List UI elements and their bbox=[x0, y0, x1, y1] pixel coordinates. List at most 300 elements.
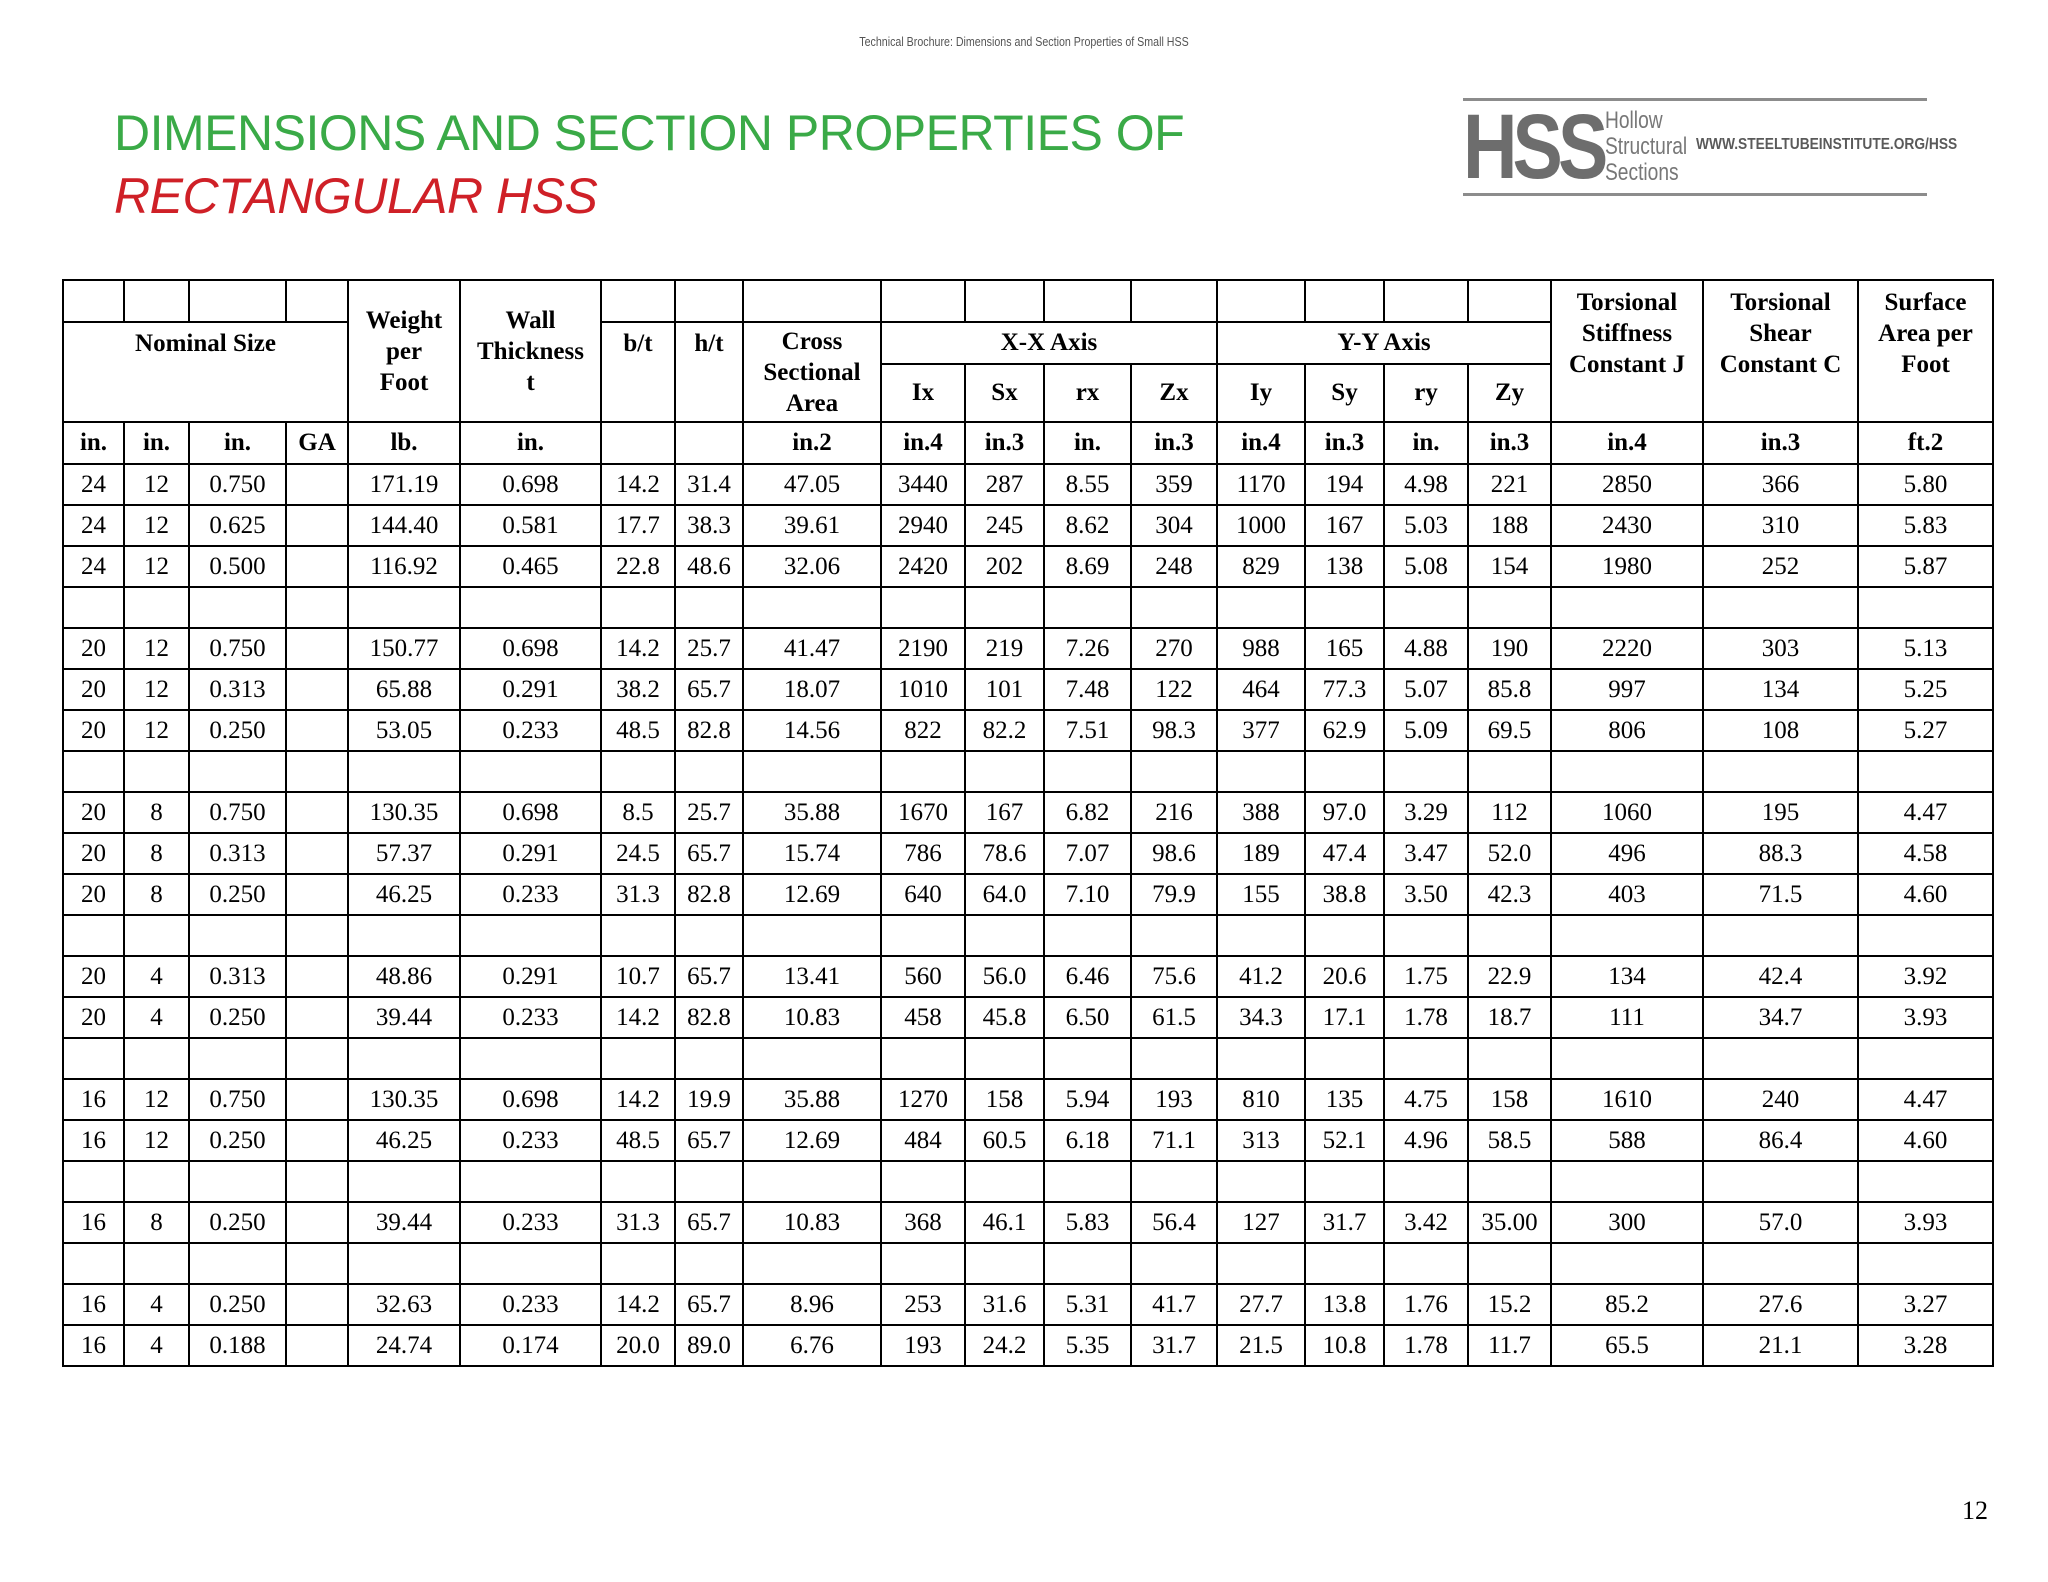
empty-cell bbox=[1703, 751, 1858, 792]
table-cell: 6.18 bbox=[1044, 1120, 1131, 1161]
unit-cell: in. bbox=[1044, 422, 1131, 464]
unit-cell: in. bbox=[1384, 422, 1468, 464]
empty-cell bbox=[1044, 587, 1131, 628]
empty-cell bbox=[1044, 751, 1131, 792]
header-sy: Sy bbox=[1305, 364, 1384, 422]
header-ry: ry bbox=[1384, 364, 1468, 422]
table-cell: 24 bbox=[63, 464, 124, 505]
header-zx: Zx bbox=[1131, 364, 1217, 422]
empty-cell bbox=[1217, 587, 1305, 628]
table-cell: 388 bbox=[1217, 792, 1305, 833]
table-cell: 34.7 bbox=[1703, 997, 1858, 1038]
table-cell: 1.78 bbox=[1384, 997, 1468, 1038]
table-cell: 11.7 bbox=[1468, 1325, 1551, 1366]
table-cell bbox=[286, 833, 348, 874]
table-cell: 366 bbox=[1703, 464, 1858, 505]
table-cell: 165 bbox=[1305, 628, 1384, 669]
table-cell: 0.313 bbox=[189, 956, 286, 997]
empty-cell bbox=[1044, 1243, 1131, 1284]
table-cell: 0.698 bbox=[460, 1079, 601, 1120]
table-cell: 24 bbox=[63, 546, 124, 587]
table-cell: 65.88 bbox=[348, 669, 460, 710]
table-cell: 3.93 bbox=[1858, 997, 1993, 1038]
table-cell: 111 bbox=[1551, 997, 1703, 1038]
table-cell: 4.60 bbox=[1858, 874, 1993, 915]
table-cell: 48.6 bbox=[675, 546, 743, 587]
table-cell: 8 bbox=[124, 1202, 189, 1243]
page-number: 12 bbox=[1962, 1496, 1988, 1525]
table-cell: 1060 bbox=[1551, 792, 1703, 833]
unit-cell: in.4 bbox=[881, 422, 965, 464]
header-bt: b/t bbox=[601, 322, 675, 422]
table-cell: 2190 bbox=[881, 628, 965, 669]
table-cell: 10.7 bbox=[601, 956, 675, 997]
empty-cell bbox=[1305, 587, 1384, 628]
logo-mark: HSS bbox=[1463, 96, 1604, 198]
table-cell: 195 bbox=[1703, 792, 1858, 833]
logo-word-structural: Structural bbox=[1605, 133, 1688, 160]
table-cell: 35.00 bbox=[1468, 1202, 1551, 1243]
table-cell bbox=[286, 1284, 348, 1325]
table-cell: 14.56 bbox=[743, 710, 881, 751]
table-cell: 0.750 bbox=[189, 1079, 286, 1120]
table-row bbox=[63, 464, 1993, 505]
table-cell: 35.88 bbox=[743, 1079, 881, 1120]
table-cell: 3.42 bbox=[1384, 1202, 1468, 1243]
table-cell: 7.10 bbox=[1044, 874, 1131, 915]
empty-cell bbox=[743, 1038, 881, 1079]
table-cell: 77.3 bbox=[1305, 669, 1384, 710]
table-cell: 85.8 bbox=[1468, 669, 1551, 710]
table-cell: 0.698 bbox=[460, 628, 601, 669]
table-cell: 27.7 bbox=[1217, 1284, 1305, 1325]
table-cell: 0.291 bbox=[460, 956, 601, 997]
table-cell: 69.5 bbox=[1468, 710, 1551, 751]
table-cell: 786 bbox=[881, 833, 965, 874]
table-cell: 13.8 bbox=[1305, 1284, 1384, 1325]
header-spacer bbox=[286, 280, 348, 322]
empty-cell bbox=[1468, 751, 1551, 792]
table-cell: 24 bbox=[63, 505, 124, 546]
empty-cell bbox=[1858, 1243, 1993, 1284]
empty-cell bbox=[286, 751, 348, 792]
table-cell: 38.3 bbox=[675, 505, 743, 546]
unit-cell: in.3 bbox=[1703, 422, 1858, 464]
table-cell: 188 bbox=[1468, 505, 1551, 546]
table-cell: 0.313 bbox=[189, 669, 286, 710]
table-cell: 12 bbox=[124, 1120, 189, 1161]
table-cell: 41.47 bbox=[743, 628, 881, 669]
empty-cell bbox=[1384, 587, 1468, 628]
unit-cell: in. bbox=[189, 422, 286, 464]
table-cell: 46.25 bbox=[348, 874, 460, 915]
table-cell: 112 bbox=[1468, 792, 1551, 833]
logo-word-hollow: Hollow bbox=[1605, 107, 1663, 134]
table-row bbox=[63, 628, 1993, 669]
empty-cell bbox=[1217, 915, 1305, 956]
table-cell: 829 bbox=[1217, 546, 1305, 587]
table-cell: 304 bbox=[1131, 505, 1217, 546]
table-cell: 16 bbox=[63, 1325, 124, 1366]
table-cell: 1.78 bbox=[1384, 1325, 1468, 1366]
table-cell: 56.0 bbox=[965, 956, 1044, 997]
header-xx-axis: X-X Axis bbox=[881, 322, 1217, 364]
table-row bbox=[63, 1079, 1993, 1120]
table-cell: 56.4 bbox=[1131, 1202, 1217, 1243]
table-cell: 6.46 bbox=[1044, 956, 1131, 997]
empty-cell bbox=[286, 1243, 348, 1284]
header-spacer bbox=[124, 280, 189, 322]
table-row bbox=[63, 956, 1993, 997]
table-cell: 0.500 bbox=[189, 546, 286, 587]
empty-cell bbox=[460, 1038, 601, 1079]
table-cell: 5.13 bbox=[1858, 628, 1993, 669]
table-cell: 25.7 bbox=[675, 628, 743, 669]
table-cell: 806 bbox=[1551, 710, 1703, 751]
empty-cell bbox=[1858, 1161, 1993, 1202]
spacer-row bbox=[63, 587, 1993, 628]
table-cell: 4.58 bbox=[1858, 833, 1993, 874]
table-cell bbox=[286, 669, 348, 710]
table-cell bbox=[286, 1120, 348, 1161]
table-cell: 16 bbox=[63, 1284, 124, 1325]
spacer-row bbox=[63, 1243, 1993, 1284]
page-title-line2: RECTANGULAR HSS bbox=[114, 168, 598, 224]
table-cell: 1010 bbox=[881, 669, 965, 710]
empty-cell bbox=[1305, 915, 1384, 956]
table-cell: 65.7 bbox=[675, 833, 743, 874]
empty-cell bbox=[743, 1161, 881, 1202]
table-cell: 14.2 bbox=[601, 628, 675, 669]
empty-cell bbox=[124, 1038, 189, 1079]
table-cell: 52.1 bbox=[1305, 1120, 1384, 1161]
table-cell: 155 bbox=[1217, 874, 1305, 915]
table-cell: 3.29 bbox=[1384, 792, 1468, 833]
empty-cell bbox=[189, 1038, 286, 1079]
table-cell: 31.7 bbox=[1131, 1325, 1217, 1366]
table-cell: 5.87 bbox=[1858, 546, 1993, 587]
empty-cell bbox=[1305, 1161, 1384, 1202]
table-cell bbox=[286, 464, 348, 505]
table-cell: 57.0 bbox=[1703, 1202, 1858, 1243]
table-cell: 310 bbox=[1703, 505, 1858, 546]
table-cell bbox=[286, 1079, 348, 1120]
table-cell: 24.5 bbox=[601, 833, 675, 874]
table-cell: 2220 bbox=[1551, 628, 1703, 669]
table-cell: 4.96 bbox=[1384, 1120, 1468, 1161]
table-cell: 53.05 bbox=[348, 710, 460, 751]
table-cell: 0.625 bbox=[189, 505, 286, 546]
table-cell: 16 bbox=[63, 1079, 124, 1120]
empty-cell bbox=[1468, 587, 1551, 628]
empty-cell bbox=[675, 1243, 743, 1284]
table-cell: 150.77 bbox=[348, 628, 460, 669]
empty-cell bbox=[460, 587, 601, 628]
table-cell: 19.9 bbox=[675, 1079, 743, 1120]
header-spacer bbox=[1044, 280, 1131, 322]
table-cell: 368 bbox=[881, 1202, 965, 1243]
table-cell: 31.6 bbox=[965, 1284, 1044, 1325]
table-cell: 0.581 bbox=[460, 505, 601, 546]
table-cell: 24.74 bbox=[348, 1325, 460, 1366]
empty-cell bbox=[675, 751, 743, 792]
table-cell: 16 bbox=[63, 1120, 124, 1161]
table-cell: 127 bbox=[1217, 1202, 1305, 1243]
table-cell: 57.37 bbox=[348, 833, 460, 874]
unit-cell: ft.2 bbox=[1858, 422, 1993, 464]
table-cell: 144.40 bbox=[348, 505, 460, 546]
table-cell bbox=[286, 628, 348, 669]
table-cell: 4.47 bbox=[1858, 1079, 1993, 1120]
header-zy: Zy bbox=[1468, 364, 1551, 422]
unit-cell: in. bbox=[124, 422, 189, 464]
rectangular-hss-table bbox=[62, 279, 1994, 1367]
empty-cell bbox=[189, 915, 286, 956]
table-cell: 101 bbox=[965, 669, 1044, 710]
table-cell: 5.09 bbox=[1384, 710, 1468, 751]
table-cell: 216 bbox=[1131, 792, 1217, 833]
table-cell: 14.2 bbox=[601, 464, 675, 505]
table-cell: 2850 bbox=[1551, 464, 1703, 505]
table-cell: 403 bbox=[1551, 874, 1703, 915]
table-cell: 27.6 bbox=[1703, 1284, 1858, 1325]
empty-cell bbox=[63, 1243, 124, 1284]
table-cell: 1000 bbox=[1217, 505, 1305, 546]
table-cell bbox=[286, 997, 348, 1038]
table-cell: 21.5 bbox=[1217, 1325, 1305, 1366]
header-spacer bbox=[1468, 280, 1551, 322]
table-cell: 7.26 bbox=[1044, 628, 1131, 669]
table-cell: 58.5 bbox=[1468, 1120, 1551, 1161]
empty-cell bbox=[1468, 1038, 1551, 1079]
unit-cell: in. bbox=[460, 422, 601, 464]
table-cell: 10.83 bbox=[743, 1202, 881, 1243]
table-cell: 3.27 bbox=[1858, 1284, 1993, 1325]
table-cell: 287 bbox=[965, 464, 1044, 505]
table-cell: 4.47 bbox=[1858, 792, 1993, 833]
table-cell: 38.2 bbox=[601, 669, 675, 710]
empty-cell bbox=[675, 587, 743, 628]
header-wall-thickness: Wall Thickness t bbox=[460, 280, 601, 422]
empty-cell bbox=[965, 751, 1044, 792]
empty-cell bbox=[286, 1038, 348, 1079]
header-spacer bbox=[1131, 280, 1217, 322]
table-cell: 12 bbox=[124, 1079, 189, 1120]
table-cell: 47.4 bbox=[1305, 833, 1384, 874]
unit-cell: in.4 bbox=[1551, 422, 1703, 464]
empty-cell bbox=[1551, 751, 1703, 792]
table-cell: 61.5 bbox=[1131, 997, 1217, 1038]
empty-cell bbox=[63, 751, 124, 792]
table-cell: 116.92 bbox=[348, 546, 460, 587]
table-cell: 7.48 bbox=[1044, 669, 1131, 710]
table-cell: 8.62 bbox=[1044, 505, 1131, 546]
empty-cell bbox=[965, 1161, 1044, 1202]
unit-cell: in.3 bbox=[1468, 422, 1551, 464]
table-cell: 300 bbox=[1551, 1202, 1703, 1243]
table-cell: 134 bbox=[1551, 956, 1703, 997]
table-cell: 359 bbox=[1131, 464, 1217, 505]
empty-cell bbox=[1131, 587, 1217, 628]
table-cell: 3.47 bbox=[1384, 833, 1468, 874]
table-row bbox=[63, 546, 1993, 587]
table-cell: 158 bbox=[965, 1079, 1044, 1120]
table-cell: 248 bbox=[1131, 546, 1217, 587]
table-cell: 34.3 bbox=[1217, 997, 1305, 1038]
empty-cell bbox=[348, 1161, 460, 1202]
logo-word-sections: Sections bbox=[1605, 159, 1679, 186]
empty-cell bbox=[348, 751, 460, 792]
table-cell: 17.7 bbox=[601, 505, 675, 546]
table-cell: 64.0 bbox=[965, 874, 1044, 915]
table-cell: 46.1 bbox=[965, 1202, 1044, 1243]
table-cell: 988 bbox=[1217, 628, 1305, 669]
table-cell: 6.76 bbox=[743, 1325, 881, 1366]
header-spacer bbox=[1217, 280, 1305, 322]
empty-cell bbox=[1703, 587, 1858, 628]
table-cell: 0.233 bbox=[460, 997, 601, 1038]
empty-cell bbox=[1551, 1243, 1703, 1284]
empty-cell bbox=[601, 751, 675, 792]
table-cell: 82.8 bbox=[675, 997, 743, 1038]
table-cell: 41.7 bbox=[1131, 1284, 1217, 1325]
empty-cell bbox=[460, 1243, 601, 1284]
table-cell: 0.465 bbox=[460, 546, 601, 587]
table-cell: 4 bbox=[124, 956, 189, 997]
header-iy: Iy bbox=[1217, 364, 1305, 422]
empty-cell bbox=[348, 587, 460, 628]
table-row bbox=[63, 1120, 1993, 1161]
empty-cell bbox=[1044, 1161, 1131, 1202]
empty-cell bbox=[1551, 1038, 1703, 1079]
table-cell: 2940 bbox=[881, 505, 965, 546]
table-cell bbox=[286, 874, 348, 915]
table-cell: 42.4 bbox=[1703, 956, 1858, 997]
table-cell: 193 bbox=[881, 1325, 965, 1366]
header-ix: Ix bbox=[881, 364, 965, 422]
table-cell: 1610 bbox=[1551, 1079, 1703, 1120]
table-cell: 31.4 bbox=[675, 464, 743, 505]
table-cell: 75.6 bbox=[1131, 956, 1217, 997]
empty-cell bbox=[286, 915, 348, 956]
table-cell: 5.25 bbox=[1858, 669, 1993, 710]
header-spacer bbox=[63, 280, 124, 322]
table-row bbox=[63, 874, 1993, 915]
header-cross-sectional-area: Cross Sectional Area bbox=[743, 322, 881, 422]
table-cell: 65.7 bbox=[675, 1284, 743, 1325]
table-cell: 14.2 bbox=[601, 1284, 675, 1325]
empty-cell bbox=[63, 587, 124, 628]
table-cell: 313 bbox=[1217, 1120, 1305, 1161]
table-cell: 194 bbox=[1305, 464, 1384, 505]
table-cell: 5.35 bbox=[1044, 1325, 1131, 1366]
logo-url: WWW.STEELTUBEINSTITUTE.ORG/HSS bbox=[1696, 136, 1958, 153]
table-row bbox=[63, 669, 1993, 710]
empty-cell bbox=[124, 1243, 189, 1284]
empty-cell bbox=[1703, 1243, 1858, 1284]
header-yy-axis: Y-Y Axis bbox=[1217, 322, 1551, 364]
table-cell: 189 bbox=[1217, 833, 1305, 874]
table-cell: 2420 bbox=[881, 546, 965, 587]
empty-cell bbox=[1703, 915, 1858, 956]
table-cell: 0.233 bbox=[460, 1284, 601, 1325]
table-cell: 167 bbox=[1305, 505, 1384, 546]
table-cell: 78.6 bbox=[965, 833, 1044, 874]
table-cell: 89.0 bbox=[675, 1325, 743, 1366]
table-cell: 18.07 bbox=[743, 669, 881, 710]
table-cell: 245 bbox=[965, 505, 1044, 546]
unit-cell bbox=[601, 422, 675, 464]
empty-cell bbox=[348, 915, 460, 956]
empty-cell bbox=[189, 1161, 286, 1202]
table-cell: 97.0 bbox=[1305, 792, 1384, 833]
table-cell: 82.8 bbox=[675, 874, 743, 915]
table-cell: 82.8 bbox=[675, 710, 743, 751]
table-cell: 252 bbox=[1703, 546, 1858, 587]
header-torsional-shear: Torsional Shear Constant C bbox=[1703, 280, 1858, 422]
empty-cell bbox=[1217, 1243, 1305, 1284]
table-cell: 7.51 bbox=[1044, 710, 1131, 751]
table-cell: 190 bbox=[1468, 628, 1551, 669]
table-cell: 25.7 bbox=[675, 792, 743, 833]
table-row bbox=[63, 792, 1993, 833]
empty-cell bbox=[1305, 1038, 1384, 1079]
empty-cell bbox=[460, 915, 601, 956]
table-cell: 65.7 bbox=[675, 1202, 743, 1243]
empty-cell bbox=[601, 1243, 675, 1284]
unit-cell: in.2 bbox=[743, 422, 881, 464]
empty-cell bbox=[881, 1038, 965, 1079]
table-cell: 0.233 bbox=[460, 1120, 601, 1161]
empty-cell bbox=[601, 1161, 675, 1202]
empty-cell bbox=[286, 1161, 348, 1202]
empty-cell bbox=[1468, 915, 1551, 956]
table-cell: 822 bbox=[881, 710, 965, 751]
table-cell: 4.75 bbox=[1384, 1079, 1468, 1120]
page-title-line1: DIMENSIONS AND SECTION PROPERTIES OF bbox=[114, 105, 1185, 161]
table-row bbox=[63, 1202, 1993, 1243]
header-torsional-stiffness: Torsional Stiffness Constant J bbox=[1551, 280, 1703, 422]
table-cell: 6.82 bbox=[1044, 792, 1131, 833]
header-spacer bbox=[881, 280, 965, 322]
empty-cell bbox=[1131, 1161, 1217, 1202]
empty-cell bbox=[460, 1161, 601, 1202]
table-cell: 41.2 bbox=[1217, 956, 1305, 997]
table-cell: 0.250 bbox=[189, 997, 286, 1038]
table-row bbox=[63, 1325, 1993, 1366]
empty-cell bbox=[881, 915, 965, 956]
table-cell: 10.83 bbox=[743, 997, 881, 1038]
table-cell: 5.94 bbox=[1044, 1079, 1131, 1120]
table-cell: 4 bbox=[124, 1284, 189, 1325]
header-nominal-size: Nominal Size bbox=[63, 322, 348, 422]
empty-cell bbox=[1858, 587, 1993, 628]
table-cell bbox=[286, 710, 348, 751]
table-cell: 18.7 bbox=[1468, 997, 1551, 1038]
empty-cell bbox=[743, 1243, 881, 1284]
unit-cell bbox=[675, 422, 743, 464]
table-cell: 130.35 bbox=[348, 1079, 460, 1120]
table-cell: 158 bbox=[1468, 1079, 1551, 1120]
table-cell: 484 bbox=[881, 1120, 965, 1161]
table-cell: 640 bbox=[881, 874, 965, 915]
table-cell: 88.3 bbox=[1703, 833, 1858, 874]
table-cell: 38.8 bbox=[1305, 874, 1384, 915]
table-cell: 0.291 bbox=[460, 669, 601, 710]
empty-cell bbox=[601, 1038, 675, 1079]
table-cell: 5.27 bbox=[1858, 710, 1993, 751]
unit-cell: in.3 bbox=[965, 422, 1044, 464]
